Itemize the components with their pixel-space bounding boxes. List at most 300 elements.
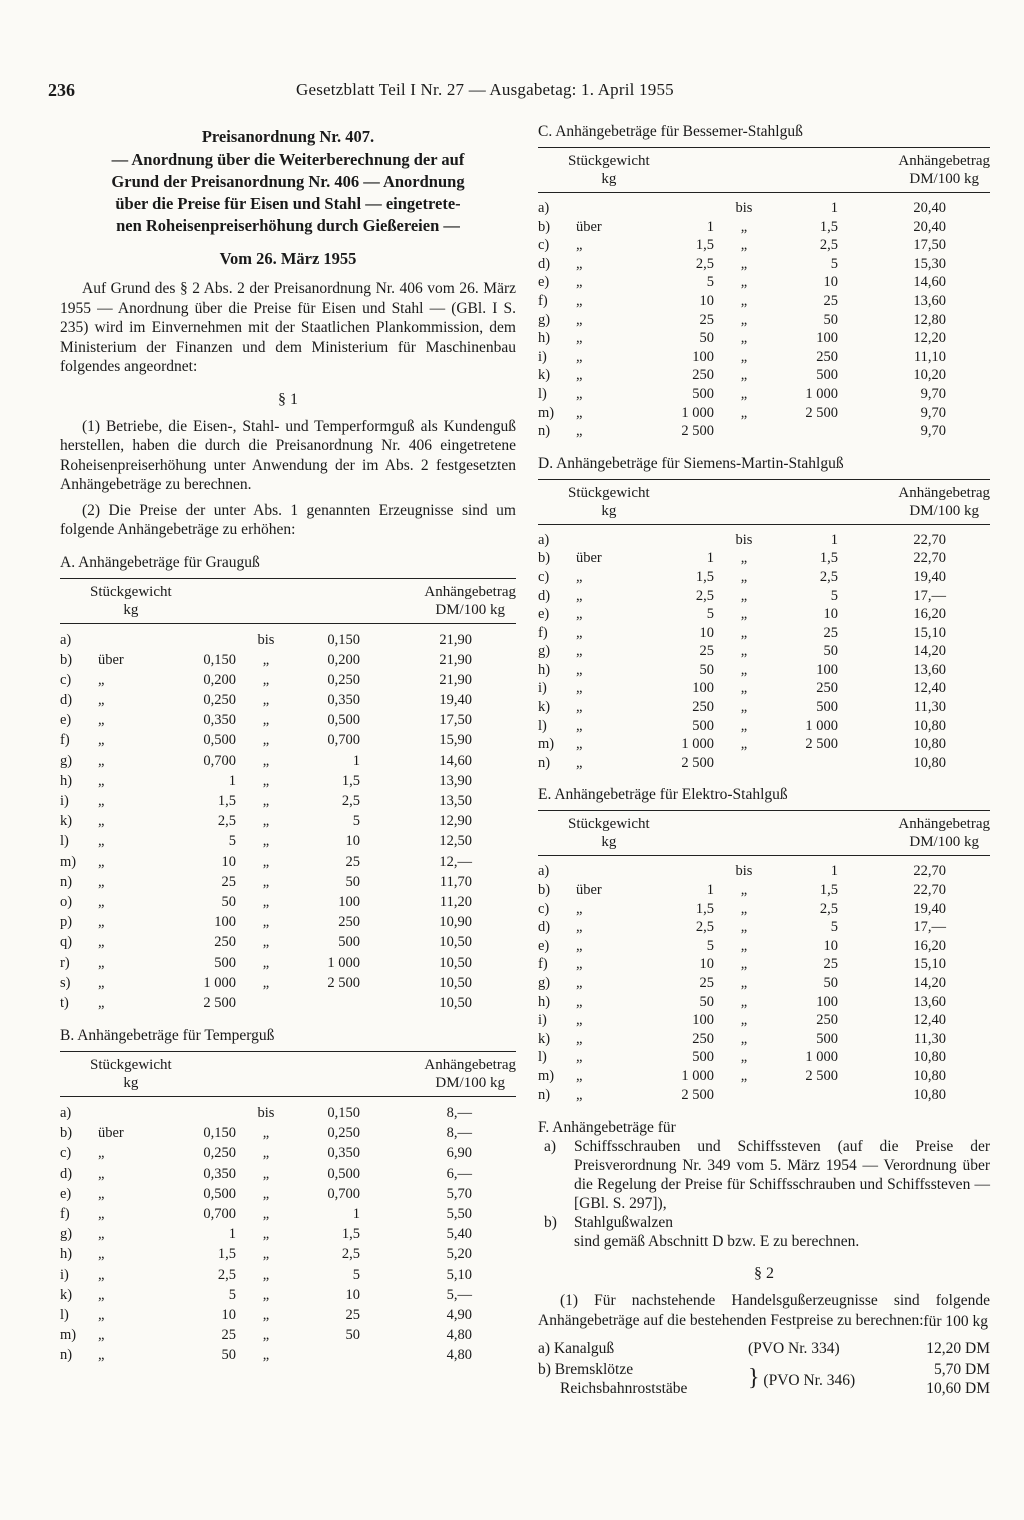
row-to: 1,5 [819, 550, 838, 567]
row-over: „ [98, 712, 105, 729]
row-over: „ [576, 348, 583, 365]
row-separator: „ [262, 1327, 270, 1344]
row-from [624, 199, 714, 218]
row-from: 250 [214, 934, 236, 951]
table-row [538, 348, 990, 367]
row-separator: „ [740, 568, 748, 585]
row-separator: „ [740, 274, 748, 291]
row-amount: 16,20 [913, 606, 946, 623]
row-over: „ [98, 954, 105, 971]
row-amount: 10,80 [913, 1086, 946, 1103]
row-letter: k) [538, 1030, 551, 1047]
row-over: „ [576, 754, 583, 771]
table-a [60, 578, 516, 1014]
table-row [60, 650, 516, 670]
table-row [60, 1265, 516, 1285]
table-row [60, 791, 516, 811]
row-from [146, 1103, 236, 1123]
row-amount: 12,— [439, 853, 472, 870]
header-amount-label: Anhängebetrag [424, 1057, 516, 1074]
paragraph-1: (1) Betriebe, die Eisen-, Stahl- und Temperformguß als Kundenguß herstellen, haben die durch die Preisanordnung Nr. 406 eingetretene Roheisenpreiserhöhung unter Anwendung der im Abs. 2 festgesetzten Anhängebeträge zu berechnen. [60, 417, 516, 493]
row-from: 25 [699, 975, 714, 991]
row-over: „ [98, 873, 105, 890]
row-to: 1,5 [341, 1226, 360, 1243]
row-separator: „ [262, 1246, 270, 1263]
row-over: „ [576, 404, 583, 421]
row-to [774, 422, 838, 441]
row-letter: b) [538, 218, 551, 235]
row-separator: „ [262, 813, 270, 830]
row-to: 250 [816, 1012, 838, 1029]
row-from: 0,350 [203, 712, 236, 729]
table-row [538, 937, 990, 956]
row-separator: „ [740, 975, 748, 991]
row-to: 0,700 [327, 732, 360, 749]
row-amount: 12,90 [439, 813, 472, 830]
row-from: 50 [221, 893, 236, 910]
table-row [60, 1123, 516, 1143]
row-separator: „ [740, 937, 748, 954]
table-row [538, 1086, 990, 1105]
row-to: 500 [816, 699, 838, 716]
item-b-text: Stahlgußwalzen [574, 1214, 674, 1232]
row-to: 1 [352, 752, 360, 769]
row-separator: „ [262, 914, 270, 931]
row-letter: m) [60, 1327, 77, 1344]
table-row [60, 831, 516, 851]
row-letter: n) [60, 873, 73, 890]
row-amount: 17,— [913, 587, 946, 604]
row-to: 25 [823, 624, 838, 641]
row-letter: n) [538, 1086, 551, 1103]
row-to: 100 [816, 993, 838, 1010]
row-separator: „ [740, 882, 748, 899]
row-from: 10 [221, 1306, 236, 1323]
row-separator: „ [740, 699, 748, 716]
row-over: „ [98, 1165, 105, 1182]
row-letter: h) [60, 1246, 73, 1263]
row-letter: f) [538, 292, 548, 309]
header-weight [60, 583, 172, 619]
row-amount: 14,60 [913, 274, 946, 291]
row-amount: 14,20 [913, 643, 946, 660]
row-from: 2 500 [681, 423, 714, 440]
row-over: „ [576, 1012, 583, 1029]
table-row [60, 1325, 516, 1345]
table-row [538, 199, 990, 218]
row-separator: bis [735, 531, 753, 548]
row-over: über [576, 550, 602, 567]
row-letter: e) [60, 712, 72, 729]
row-letter: f) [538, 956, 548, 973]
row-letter: e) [538, 937, 550, 954]
row-to: 10 [823, 274, 838, 291]
price-row-b [538, 1360, 990, 1398]
row-amount: 17,— [913, 919, 946, 936]
page-header [0, 80, 1024, 102]
row-letter: c) [60, 1145, 72, 1162]
row-from: 50 [221, 1347, 236, 1364]
row-letter: i) [538, 348, 547, 365]
row-separator: „ [262, 893, 270, 910]
row-letter: n) [60, 1347, 73, 1364]
header-amount-label: Anhängebetrag [898, 816, 990, 833]
row-from: 0,500 [203, 1185, 236, 1202]
table-row [538, 735, 990, 754]
row-amount: 19,40 [913, 900, 946, 917]
row-from: 0,700 [203, 752, 236, 769]
table-row [60, 730, 516, 750]
row-letter: b) [60, 651, 73, 668]
row-to: 0,150 [327, 631, 360, 648]
row-amount: 10,50 [439, 994, 472, 1011]
row-from: 0,500 [203, 732, 236, 749]
row-over: „ [576, 587, 583, 604]
row-over: „ [98, 1286, 105, 1303]
row-separator: „ [262, 671, 270, 688]
row-amount: 5,40 [446, 1226, 472, 1243]
header-amount-unit: DM/100 kg [909, 834, 979, 851]
row-separator: „ [740, 606, 748, 623]
row-from: 50 [699, 330, 714, 347]
row-amount: 4,80 [446, 1347, 472, 1364]
table-row [60, 630, 516, 650]
table-row [60, 670, 516, 690]
row-to: 10 [345, 1286, 360, 1303]
row-over: „ [576, 699, 583, 716]
row-from [624, 531, 714, 550]
row-from: 2,5 [695, 919, 714, 936]
header-amount-unit: DM/100 kg [435, 601, 505, 618]
row-over: „ [98, 1226, 105, 1243]
row-over: „ [98, 853, 105, 870]
row-over: „ [98, 1206, 105, 1222]
table-row [538, 642, 990, 661]
item-text: Schiffsschrauben und Schiffssteven (auf die Preise der Preisverordnung Nr. 349 vom 5. März 1954 — Verordnung über die Regelung der Preise für Schiffsschrauben und Schiffssteven — [GBl. S. 297]), [574, 1138, 990, 1213]
row-over: „ [576, 624, 583, 641]
row-amount: 12,80 [913, 311, 946, 328]
row-to: 50 [345, 1327, 360, 1344]
row-amount: 6,90 [446, 1145, 472, 1162]
row-letter: c) [538, 237, 550, 254]
row-over: „ [98, 671, 105, 688]
table-e [538, 810, 990, 1104]
row-separator: „ [740, 292, 748, 309]
row-over: „ [576, 919, 583, 936]
price-b-label-1: b) Bremsklötze [538, 1361, 634, 1379]
row-amount: 10,90 [439, 914, 472, 931]
row-amount: 13,60 [913, 292, 946, 309]
row-separator: „ [740, 1012, 748, 1029]
table-row [60, 953, 516, 973]
row-amount: 15,30 [913, 255, 946, 272]
row-from: 25 [221, 873, 236, 890]
row-amount: 5,10 [446, 1266, 472, 1283]
row-over: „ [576, 423, 583, 440]
row-over [576, 531, 624, 550]
table-header [60, 578, 516, 624]
row-to: 1,5 [341, 772, 360, 789]
row-amount: 20,40 [913, 200, 946, 216]
row-amount: 6,— [446, 1165, 472, 1182]
row-separator: „ [740, 1030, 748, 1047]
row-to: 5 [830, 919, 838, 936]
row-from: 2,5 [695, 255, 714, 272]
table-row [60, 751, 516, 771]
row-to: 50 [823, 643, 838, 660]
row-over: „ [576, 606, 583, 623]
row-amount: 14,60 [439, 752, 472, 769]
row-amount: 13,60 [913, 661, 946, 678]
row-to: 5 [830, 587, 838, 604]
table-row [538, 605, 990, 624]
row-over: „ [98, 1185, 105, 1202]
row-to: 1,5 [819, 882, 838, 899]
header-amount [898, 484, 990, 520]
row-separator: „ [262, 772, 270, 789]
row-over: „ [576, 367, 583, 384]
row-from: 500 [692, 717, 714, 734]
table-row [538, 754, 990, 773]
row-letter: i) [538, 680, 547, 697]
row-from: 1 000 [203, 974, 236, 991]
row-over: über [576, 882, 602, 899]
row-over: „ [576, 568, 583, 585]
row-from: 50 [699, 661, 714, 678]
subtitle-line: — Anordnung über die Weiterberechnung der auf [111, 150, 465, 169]
row-to [296, 993, 360, 1013]
row-separator: „ [740, 587, 748, 604]
price-b-value-2: 10,60 DM [926, 1380, 990, 1398]
row-over: „ [576, 1086, 583, 1103]
row-letter: a) [60, 631, 72, 648]
header-weight-label: Stückgewicht [568, 484, 650, 501]
row-letter: c) [538, 900, 550, 917]
header-amount [898, 815, 990, 851]
row-separator: „ [740, 643, 748, 660]
row-letter: k) [60, 1286, 73, 1303]
row-over: „ [98, 772, 105, 789]
row-amount: 15,10 [913, 624, 946, 641]
row-from [624, 862, 714, 881]
row-letter: r) [60, 954, 70, 971]
row-amount: 10,80 [913, 1049, 946, 1066]
row-from: 50 [699, 993, 714, 1010]
row-letter: e) [538, 606, 550, 623]
header-weight [538, 815, 650, 851]
row-to: 0,250 [327, 1125, 360, 1142]
row-separator: „ [262, 873, 270, 890]
row-from: 0,250 [203, 1145, 236, 1162]
row-letter: h) [538, 993, 551, 1010]
header-amount-unit: DM/100 kg [435, 1075, 505, 1092]
table-row [538, 1011, 990, 1030]
row-amount: 20,40 [913, 218, 946, 235]
row-to: 1 000 [805, 1049, 838, 1066]
header-amount-label: Anhängebetrag [424, 583, 516, 600]
row-letter: g) [60, 1226, 73, 1243]
row-separator: „ [262, 712, 270, 729]
section-2-paragraph: (1) Für nachstehende Handelsgußerzeugnisse sind folgende Anhängebeträge auf die bestehenden Festpreise zu berechnen: [538, 1292, 990, 1329]
row-amount: 19,40 [913, 568, 946, 585]
left-column [60, 127, 516, 1366]
table-row [538, 900, 990, 919]
row-to: 10 [823, 937, 838, 954]
price-b-ref-text: (PVO Nr. 346) [763, 1372, 856, 1390]
row-separator: „ [740, 717, 748, 734]
row-letter: a) [60, 1105, 72, 1122]
table-row [60, 1204, 516, 1224]
row-amount: 22,70 [913, 550, 946, 567]
row-separator: „ [740, 348, 748, 365]
row-separator: „ [740, 385, 748, 402]
row-separator: „ [740, 661, 748, 678]
row-letter: a) [538, 200, 550, 216]
row-over: „ [98, 1266, 105, 1283]
row-letter: l) [60, 1306, 69, 1323]
table-row [538, 1067, 990, 1086]
row-separator: „ [262, 752, 270, 769]
row-from: 2 500 [203, 994, 236, 1011]
row-amount: 8,— [446, 1125, 472, 1142]
table-row [538, 329, 990, 348]
row-separator: bis [257, 1105, 275, 1122]
row-letter: c) [60, 671, 72, 688]
table-row [538, 404, 990, 423]
row-separator: „ [262, 793, 270, 809]
row-separator: „ [740, 680, 748, 697]
row-over: „ [576, 311, 583, 328]
row-to: 0,350 [327, 1145, 360, 1162]
row-separator: „ [740, 218, 748, 235]
row-letter: b) [538, 550, 551, 567]
row-amount: 10,80 [913, 1067, 946, 1084]
row-letter: h) [538, 661, 551, 678]
table-header [60, 1051, 516, 1097]
row-from: 1 000 [681, 1067, 714, 1084]
row-amount: 11,10 [913, 348, 946, 365]
row-separator: „ [740, 367, 748, 384]
row-separator: „ [262, 1226, 270, 1243]
row-over: „ [98, 914, 105, 931]
row-to: 0,250 [327, 671, 360, 688]
row-to: 2,5 [819, 900, 838, 917]
row-separator: „ [262, 1347, 270, 1364]
row-letter: s) [60, 974, 71, 991]
row-amount: 12,40 [913, 680, 946, 697]
row-amount: 17,50 [913, 237, 946, 254]
row-to: 1,5 [819, 218, 838, 235]
row-separator: „ [262, 1145, 270, 1162]
row-separator: „ [740, 919, 748, 936]
row-from: 10 [221, 853, 236, 870]
price-b-value-1: 5,70 DM [934, 1361, 990, 1379]
table-header [538, 810, 990, 856]
row-separator: „ [262, 1165, 270, 1182]
row-separator [714, 754, 774, 773]
row-amount: 13,60 [913, 993, 946, 1010]
row-from: 10 [699, 624, 714, 641]
row-letter: p) [60, 914, 73, 931]
row-over: „ [98, 1246, 105, 1263]
table-row [538, 955, 990, 974]
row-amount: 5,20 [446, 1246, 472, 1263]
table-row [538, 549, 990, 568]
row-to [774, 754, 838, 773]
row-over: „ [98, 752, 105, 769]
header-title: Gesetzblatt Teil I Nr. 27 — Ausgabetag: 1. April 1955 [296, 80, 674, 99]
row-amount: 12,40 [913, 1012, 946, 1029]
row-amount: 10,50 [439, 934, 472, 951]
row-letter: t) [60, 994, 69, 1011]
row-to: 0,500 [327, 712, 360, 729]
row-amount: 10,80 [913, 736, 946, 753]
row-letter: d) [60, 1165, 73, 1182]
table-row [538, 531, 990, 550]
row-letter: e) [60, 1185, 72, 1202]
row-amount: 21,90 [439, 651, 472, 668]
row-amount: 17,50 [439, 712, 472, 729]
row-letter: i) [60, 1266, 69, 1283]
row-over: „ [576, 937, 583, 954]
row-amount: 22,70 [913, 531, 946, 548]
row-over: „ [576, 993, 583, 1010]
row-from: 250 [692, 699, 714, 716]
row-letter: a) [538, 531, 550, 548]
row-separator: „ [740, 624, 748, 641]
table-row [60, 892, 516, 912]
row-amount: 9,70 [920, 404, 946, 421]
row-amount: 5,70 [446, 1185, 472, 1202]
table-row [538, 218, 990, 237]
row-from: 1,5 [695, 237, 714, 254]
row-from: 500 [692, 385, 714, 402]
row-letter: m) [538, 1067, 555, 1084]
row-to: 100 [816, 661, 838, 678]
header-weight-unit: kg [123, 601, 139, 618]
row-over: „ [576, 255, 583, 272]
row-over: „ [576, 274, 583, 291]
table-b [60, 1051, 516, 1365]
row-letter: l) [538, 717, 547, 734]
intro-paragraph: Auf Grund des § 2 Abs. 2 der Preisanordnung Nr. 406 vom 26. März 1955 — Anordnung über die Preise für Eisen und Stahl — (GBl. I S. 235) wird im Einvernehmen mit der Staatlichen Plankommission, dem Ministerium der Finanzen und dem Ministerium für Maschinenbau folgendes angeordnet: [60, 280, 516, 375]
row-from: 5 [706, 606, 714, 623]
row-amount: 10,50 [439, 954, 472, 971]
section-2-heading: § 2 [754, 1265, 774, 1283]
row-separator: „ [740, 404, 748, 421]
row-letter: g) [538, 311, 551, 328]
row-over: „ [576, 736, 583, 753]
paragraph-2: (2) Die Preise der unter Abs. 1 genannten Erzeugnisse sind um folgende Anhängebeträge zu erhöhen: [60, 501, 516, 538]
table-row [538, 661, 990, 680]
row-amount: 10,80 [913, 717, 946, 734]
price-a-ref: (PVO Nr. 334) [748, 1340, 840, 1358]
row-from: 2 500 [681, 1086, 714, 1103]
row-to: 500 [816, 367, 838, 384]
row-over: „ [576, 643, 583, 660]
table-d-title: D. Anhängebeträge für Siemens-Martin-Stahlguß [538, 454, 844, 472]
header-weight-unit: kg [601, 171, 617, 187]
table-row [60, 1164, 516, 1184]
row-to: 100 [816, 330, 838, 347]
row-letter: f) [60, 1206, 70, 1222]
row-letter: d) [60, 692, 73, 709]
table-header [538, 147, 990, 193]
row-to: 2,5 [341, 1246, 360, 1263]
subtitle-line: nen Roheisenpreiserhöhung durch Gießereien — [116, 216, 460, 235]
row-letter: d) [538, 587, 551, 604]
row-over: „ [576, 956, 583, 973]
